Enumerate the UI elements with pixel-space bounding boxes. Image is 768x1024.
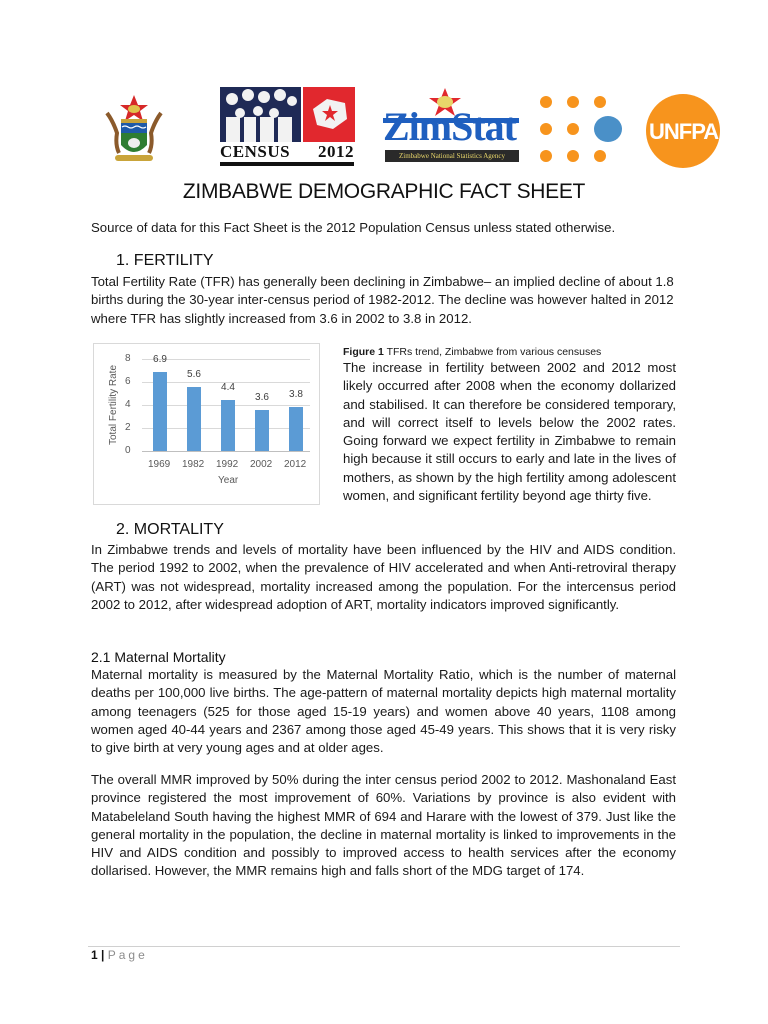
chart-bar-1992 — [221, 400, 235, 451]
chart-bar-1982 — [187, 387, 201, 451]
footer-divider — [88, 946, 680, 947]
maternal-mortality-para-1: Maternal mortality is measured by the Maternal Mortality Ratio, which is the number of maternal deaths per 100,000 live births. The age-pattern of maternal mortality depicts high maternal mortality among teenagers (525 for those aged 15-19 years) and women above 40 years, 1108 among women aged 40-44 years and 2367 among those aged 45-49 years. This shows that it is very risky to give birth at very young ages and at older ages. — [91, 667, 676, 756]
fertility-side-text: The increase in fertility between 2002 and 2012 most likely occurred after 2008 when the economy dollarized and stabilised. It can therefore be considered temporary, and will correct itself to levels below the 2002 rates. Going forward we expect fertility in Zimbabwe to remain high because it still occurs to early and late in the lives of mothers, as shown by the high fertility among adolescent women, and significant fertility beyond age thirty five. — [343, 360, 676, 504]
page-title: ZIMBABWE DEMOGRAPHIC FACT SHEET — [182, 180, 586, 203]
data-label: 6.9 — [153, 354, 167, 365]
maternal-mortality-para-2: The overall MMR improved by 50% during the inter census period 2002 to 2012. Mashonaland East province registered the most improvement of 60%. Variations by province is also evident with Matabeleland South having the highest MMR of 694 and Harare with the lowest of 379. Just like the general mortality in the population, the decline in maternal mortality is linked to improvements in the HIV and AIDS condition and possibly to improved access to health services after the economy dollarised. However, the MMR remains high and falls short of the MDG target of 174. — [91, 772, 676, 879]
data-label: 3.6 — [255, 392, 269, 403]
chart-bar-2012 — [289, 407, 303, 451]
subheading-maternal-mortality: 2.1 Maternal Mortality — [91, 649, 226, 665]
chart-bar-1969 — [153, 372, 167, 451]
page-footer: 1 | Page — [91, 948, 148, 962]
figure-caption: Figure 1 TFRs trend, Zimbabwe from various censuses — [343, 346, 602, 358]
un-emblem-icon — [594, 116, 622, 142]
chart-x-axis-label: Year — [218, 475, 239, 486]
data-label: 5.6 — [187, 369, 201, 380]
census-map-graphic — [303, 87, 355, 142]
chart-bar-2002 — [255, 410, 269, 451]
section-heading-fertility: 1. FERTILITY — [116, 252, 214, 269]
zimstat-logo — [383, 88, 519, 168]
data-label: 4.4 — [221, 382, 235, 393]
census-logo-text: CENSUS 2012 — [220, 142, 354, 161]
census-2012-logo — [220, 87, 354, 165]
zimstat-wordmark: ZimStat — [383, 104, 516, 149]
unfpa-label: UNFPA — [649, 119, 719, 144]
mortality-intro: In Zimbabwe trends and levels of mortality have been influenced by the HIV and AIDS condition. The period 1992 to 2002, when the prevalence of HIV accelerated and when Anti-retroviral therapy (ART) was not widespread, mortality increased among the population. For the intercensus period 2002 to 2012, after widespread adoption of ART, mortality indicators improved significantly. — [91, 542, 676, 612]
coat-of-arms-logo — [103, 93, 165, 169]
tfr-bar-chart: Total Fertility Rate 8 6 4 2 0 6.9 5.6 4.4 3.6 3.8 1969 1982 1992 2002 2012 Year — [93, 343, 320, 505]
unfpa-logo — [538, 92, 719, 170]
census-logo-underline — [220, 162, 354, 166]
chart-y-axis-label: Total Fertility Rate — [108, 364, 119, 445]
fertility-intro: Total Fertility Rate (TFR) has generally been declining in Zimbabwe– an implied decline of about 1.8 births during the 30-year inter-census period of 1982-2012. The decline was however halted in 2012 where TFR has slightly increased from 3.6 in 2002 to 3.8 in 2012. — [91, 274, 674, 326]
source-note: Source of data for this Fact Sheet is the 2012 Population Census unless stated otherwise. — [91, 220, 616, 235]
section-heading-mortality: 2. MORTALITY — [116, 521, 224, 538]
zimstat-subtitle: Zimbabwe National Statistics Agency — [385, 150, 519, 162]
data-label: 3.8 — [289, 389, 303, 400]
census-people-graphic — [220, 87, 301, 142]
